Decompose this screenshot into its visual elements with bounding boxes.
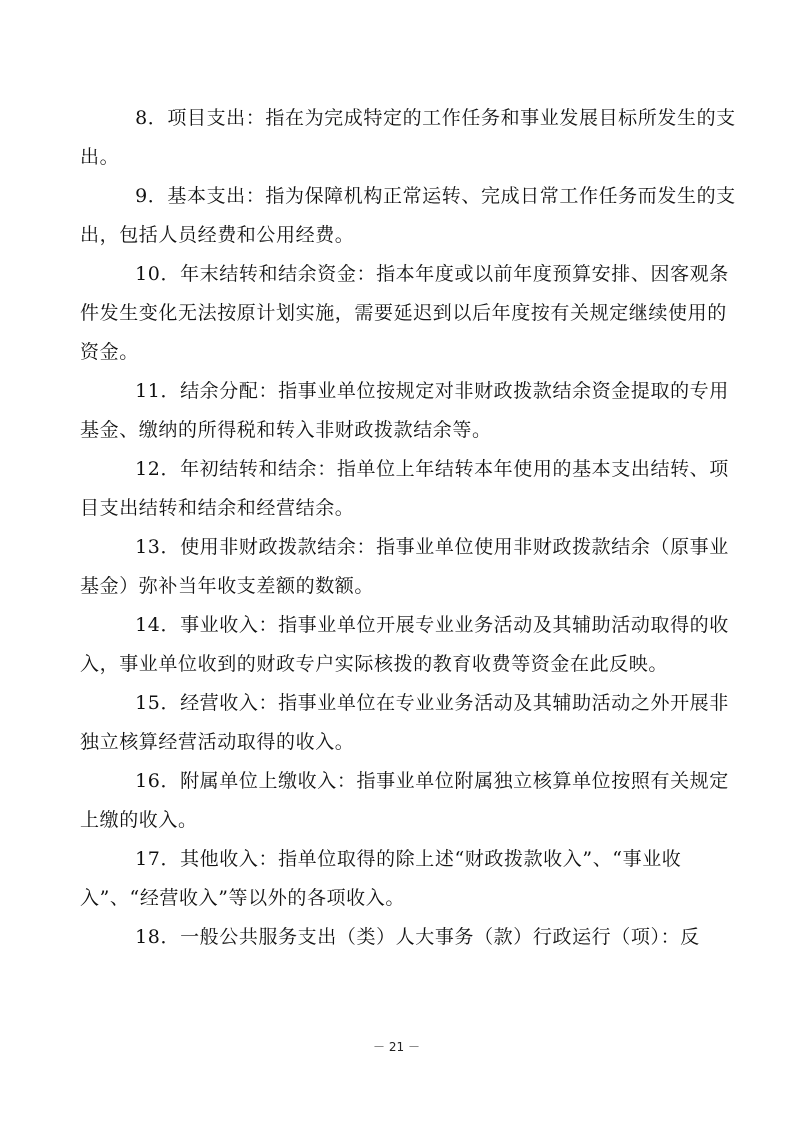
paragraph-item-15: 15．经营收入：指事业单位在专业业务活动及其辅助活动之外开展非独立核算经营活动取得的收入。 xyxy=(80,692,729,753)
body-text xyxy=(80,99,744,957)
paragraph-item-11: 11．结余分配：指事业单位按规定对非财政拨款结余资金提取的专用基金、缴纳的所得税和转入非财政拨款结余等。 xyxy=(80,380,729,441)
paragraph-item-10: 10．年末结转和结余资金：指本年度或以前年度预算安排、因客观条件发生变化无法按原计划实施，需要延迟到以后年度按有关规定继续使用的资金。 xyxy=(80,263,729,363)
paragraph-item-14: 14．事业收入：指事业单位开展专业业务活动及其辅助活动取得的收入，事业单位收到的财政专户实际核拨的教育收费等资金在此反映。 xyxy=(80,614,729,675)
paragraph-item-17: 17．其他收入：指单位取得的除上述“财政拨款收入”、“事业收入”、“经营收入”等以外的各项收入。 xyxy=(80,848,682,909)
paragraph-item-13: 13．使用非财政拨款结余：指事业单位使用非财政拨款结余（原事业基金）弥补当年收支差额的数额。 xyxy=(80,536,729,597)
paragraph-item-9: 9．基本支出：指为保障机构正常运转、完成日常工作任务而发生的支出，包括人员经费和公用经费。 xyxy=(80,185,736,246)
paragraph-item-18: 18．一般公共服务支出（类）人大事务（款）行政运行（项）：反 xyxy=(135,926,700,948)
paragraph-item-8: 8．项目支出：指在为完成特定的工作任务和事业发展目标所发生的支出。 xyxy=(80,107,736,168)
page-number: － 21 － xyxy=(373,1040,420,1054)
paragraph-item-12: 12．年初结转和结余：指单位上年结转本年使用的基本支出结转、项目支出结转和结余和经营结余。 xyxy=(80,458,729,519)
paragraph-item-16: 16．附属单位上缴收入：指事业单位附属独立核算单位按照有关规定上缴的收入。 xyxy=(80,770,729,831)
